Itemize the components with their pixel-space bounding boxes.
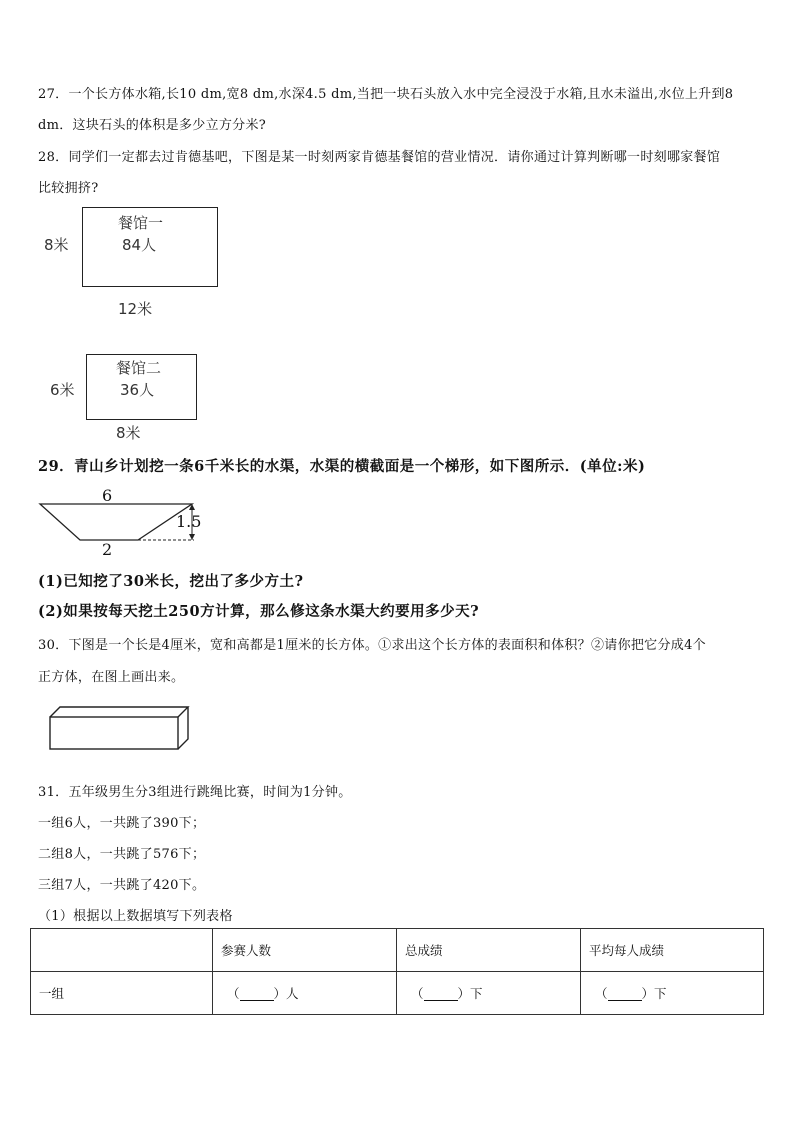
cuboid-figure: [48, 705, 198, 753]
table-header-cell: 总成绩: [397, 929, 581, 972]
table-header-row: [31, 929, 764, 972]
q31-sub1: （1）根据以上数据填写下列表格: [38, 909, 233, 924]
table-row: [31, 972, 764, 1015]
q31-title: 31．五年级男生分3组进行跳绳比赛，时间为1分钟。: [38, 785, 352, 800]
q30-line2: 正方体，在图上画出来。: [38, 670, 185, 685]
restaurant2-people: 36人: [120, 381, 155, 399]
restaurant1-height-label: 8米: [44, 236, 69, 254]
answer-blank[interactable]: [424, 988, 458, 1001]
restaurant1-people: 84人: [122, 236, 157, 254]
trapezoid-top-label: 6: [102, 486, 113, 505]
q30-line1: 30．下图是一个长是4厘米，宽和高都是1厘米的长方体。①求出这个长方体的表面积和体积？②请你把它分成4个: [38, 638, 706, 653]
restaurant2-width-label: 8米: [116, 424, 141, 442]
trapezoid-bottom-label: 2: [102, 540, 113, 559]
restaurant2-height-label: 6米: [50, 381, 75, 399]
table-header-cell: 参赛人数: [213, 929, 397, 972]
trapezoid-height-label: 1.5: [176, 512, 202, 531]
q27-line2: dm．这块石头的体积是多少立方分米?: [38, 118, 267, 133]
q28-line2: 比较拥挤?: [38, 181, 99, 196]
q28-line1: 28．同学们一定都去过肯德基吧，下图是某一时刻两家肯德基餐馆的营业情况．请你通过计算判断哪一时刻哪家餐馆: [38, 150, 721, 165]
total-score-cell[interactable]: （ ）下: [397, 972, 581, 1015]
q29-sub2: (2)如果按每天挖土250方计算，那么修这条水渠大约要用多少天?: [38, 603, 480, 620]
cuboid-side-face: [178, 707, 188, 749]
q31-group1: 一组6人，一共跳了390下；: [38, 816, 206, 831]
participants-cell[interactable]: （ ）人: [213, 972, 397, 1015]
q29-title: 29．青山乡计划挖一条6千米长的水渠，水渠的横截面是一个梯形，如下图所示．(单位:米): [38, 458, 646, 475]
score-table: [30, 928, 764, 1015]
average-score-cell[interactable]: （ ）下: [581, 972, 764, 1015]
answer-blank[interactable]: [608, 988, 642, 1001]
q29-sub1: (1)已知挖了30米长，挖出了多少方土?: [38, 573, 304, 590]
cuboid-front-face: [50, 717, 178, 749]
restaurant1-name: 餐馆一: [118, 214, 164, 232]
cuboid-top-face: [50, 707, 188, 717]
q27-line1: 27．一个长方体水箱,长10 dm,宽8 dm,水深4.5 dm,当把一块石头放入水中完全浸没于水箱,且水未溢出,水位上升到8: [38, 87, 734, 102]
q31-group2: 二组8人，一共跳了576下；: [38, 847, 206, 862]
restaurant1-width-label: 12米: [118, 300, 153, 318]
table-header-cell: [31, 929, 213, 972]
q31-group3: 三组7人，一共跳了420下。: [38, 878, 206, 893]
trapezoid-shape: [40, 504, 192, 540]
table-row-label: 一组: [31, 972, 213, 1015]
table-header-cell: 平均每人成绩: [581, 929, 764, 972]
answer-blank[interactable]: [240, 988, 274, 1001]
restaurant2-name: 餐馆二: [116, 359, 162, 377]
height-arrow-down: [189, 534, 195, 540]
